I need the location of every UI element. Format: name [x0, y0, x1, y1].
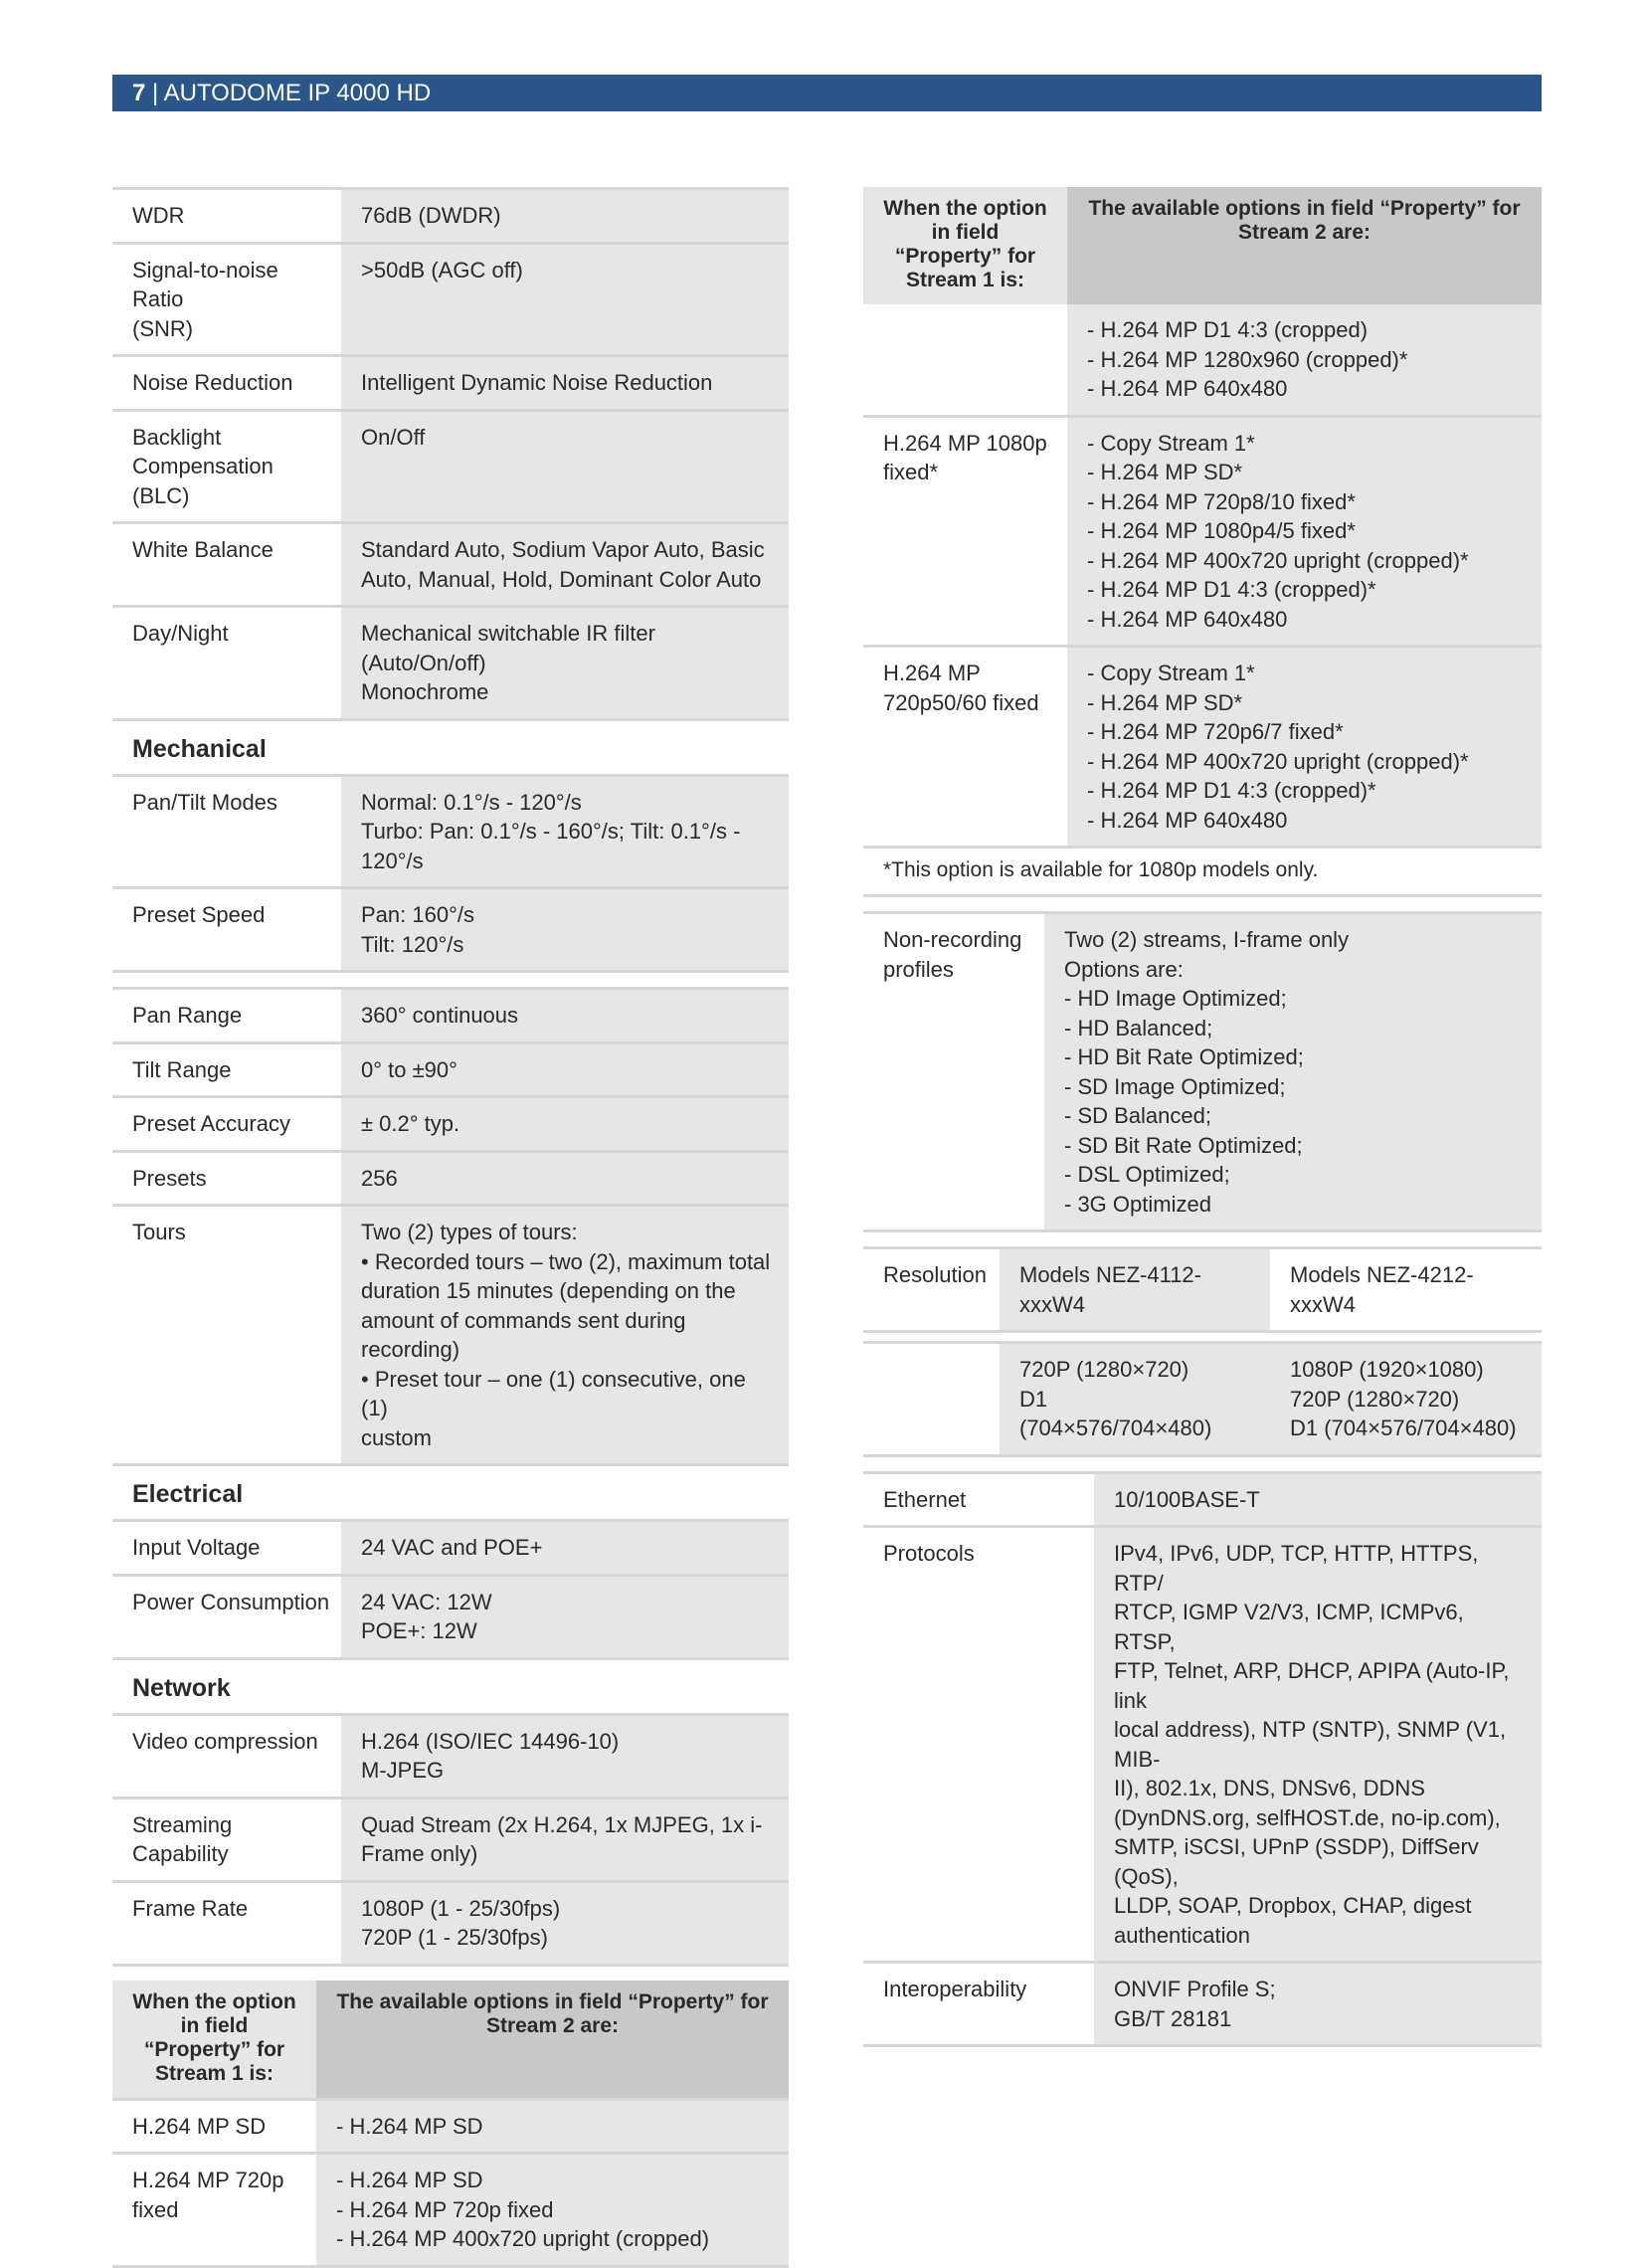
- row-value: - H.264 MP SD - H.264 MP 720p fixed - H.264 MP 400x720 upright (cropped): [316, 2155, 789, 2265]
- row-value: - H.264 MP D1 4:3 (cropped) - H.264 MP 1280x960 (cropped)* - H.264 MP 640x480: [1067, 304, 1542, 415]
- stream-options-table: [863, 304, 1542, 849]
- row-label: Preset Accuracy: [112, 1098, 341, 1150]
- table-row: [112, 990, 789, 1044]
- stream-options-header: [863, 187, 1542, 304]
- row-value: 24 VAC: 12W POE+: 12W: [341, 1577, 789, 1657]
- network-interface-table: [863, 1471, 1542, 2048]
- resolution-header-row: [863, 1249, 1542, 1333]
- table-row: [863, 418, 1542, 649]
- row-label: Signal-to-noise Ratio (SNR): [112, 245, 341, 355]
- row-label: [863, 304, 1067, 415]
- left-column: [112, 187, 789, 2268]
- row-value: - Copy Stream 1* - H.264 MP SD* - H.264 MP 720p6/7 fixed* - H.264 MP 400x720 upright (cropped)* - H.264 MP D1 4:3 (cropped)* - H.264 MP 640x480: [1067, 648, 1542, 846]
- row-value: H.264 (ISO/IEC 14496-10) M-JPEG: [341, 1716, 789, 1796]
- stream-options-table: [112, 2101, 789, 2268]
- table-row: [112, 524, 789, 608]
- model-b-header: Models NEZ-4212-xxxW4: [1270, 1249, 1542, 1330]
- row-value: - H.264 MP SD: [316, 2101, 789, 2153]
- row-value: 360° continuous: [341, 990, 789, 1041]
- table-row: [112, 2155, 789, 2268]
- table-row: [112, 1098, 789, 1153]
- table-row: [112, 1577, 789, 1660]
- row-label: Power Consumption: [112, 1577, 341, 1657]
- spacer: [863, 1232, 1542, 1246]
- right-column: [863, 187, 1542, 2047]
- row-value: Two (2) types of tours: • Recorded tours – two (2), maximum total duration 15 minutes (depending on the amount of commands sent during recording) • Preset tour – one (1) consecutive, one (1) custom: [341, 1207, 789, 1463]
- row-label: Day/Night: [112, 608, 341, 718]
- model-b-resolutions: 1080P (1920×1080) 720P (1280×720) D1 (704×576/704×480): [1270, 1344, 1542, 1454]
- divider: [863, 1333, 1542, 1344]
- row-label: Interoperability: [863, 1964, 1094, 2044]
- stream1-column-header: When the option in field “Property” for Stream 1 is:: [112, 1981, 316, 2098]
- table-row: [863, 304, 1542, 418]
- model-a-resolutions: 720P (1280×720) D1 (704×576/704×480): [1000, 1344, 1270, 1454]
- stream2-column-header: The available options in field “Property” for Stream 2 are:: [1067, 187, 1542, 304]
- table-row: [863, 1964, 1542, 2047]
- row-label: Tilt Range: [112, 1044, 341, 1096]
- row-label: Preset Speed: [112, 889, 341, 970]
- resolution-table: [863, 1246, 1542, 1457]
- row-value: Normal: 0.1°/s - 120°/s Turbo: Pan: 0.1°/s - 160°/s; Tilt: 0.1°/s - 120°/s: [341, 777, 789, 887]
- table-row: [863, 1474, 1542, 1529]
- row-value: >50dB (AGC off): [341, 245, 789, 355]
- stream-options-header: [112, 1981, 789, 2101]
- table-row: [112, 777, 789, 890]
- row-label: White Balance: [112, 524, 341, 605]
- row-label: Backlight Compensation (BLC): [112, 412, 341, 522]
- section-title-network: Network: [112, 1660, 789, 1716]
- electrical-spec-table: [112, 1522, 789, 1660]
- row-label: Non-recording profiles: [863, 914, 1044, 1229]
- resolution-label: Resolution: [863, 1249, 1000, 1330]
- table-row: [863, 648, 1542, 849]
- non-recording-profiles-table: [863, 911, 1542, 1232]
- row-value: IPv4, IPv6, UDP, TCP, HTTP, HTTPS, RTP/ RTCP, IGMP V2/V3, ICMP, ICMPv6, RTSP, FTP, Telnet, ARP, DHCP, APIPA (Auto-IP, link local address), NTP (SNTP), SNMP (V1, MIB- II), 802.1x, DNS, DNSv6, DDNS (DynDNS.org, selfHOST.de, no-ip.com), SMTP, iSCSI, UPnP (SSDP), DiffServ (QoS), LLDP, SOAP, Dropbox, CHAP, digest authentication: [1094, 1528, 1542, 1961]
- row-label: H.264 MP 720p50/60 fixed: [863, 648, 1067, 846]
- row-label: WDR: [112, 190, 341, 242]
- mechanical-spec-table-a: [112, 777, 789, 974]
- stream2-column-header: The available options in field “Property” for Stream 2 are:: [316, 1981, 789, 2098]
- table-row: [112, 190, 789, 245]
- row-value: 256: [341, 1153, 789, 1205]
- row-value: Standard Auto, Sodium Vapor Auto, Basic Auto, Manual, Hold, Dominant Color Auto: [341, 524, 789, 605]
- row-label: H.264 MP SD: [112, 2101, 316, 2153]
- row-label: Tours: [112, 1207, 341, 1463]
- row-label: Protocols: [863, 1528, 1094, 1961]
- row-label: Video compression: [112, 1716, 341, 1796]
- row-value: ± 0.2° typ.: [341, 1098, 789, 1150]
- spacer: [863, 897, 1542, 911]
- table-row: [863, 914, 1542, 1232]
- table-row: [112, 1044, 789, 1099]
- mechanical-spec-table-b: [112, 987, 789, 1466]
- table-row: [112, 357, 789, 412]
- document-title: | AUTODOME IP 4000 HD: [152, 80, 432, 106]
- row-label: Pan/Tilt Modes: [112, 777, 341, 887]
- row-label: H.264 MP 720p fixed: [112, 2155, 316, 2265]
- row-label: Noise Reduction: [112, 357, 341, 409]
- table-row: [112, 2101, 789, 2156]
- row-value: Intelligent Dynamic Noise Reduction: [341, 357, 789, 409]
- row-value: On/Off: [341, 412, 789, 522]
- spacer: [863, 1457, 1542, 1471]
- model-a-header: Models NEZ-4112-xxxW4: [1000, 1249, 1270, 1330]
- page-number: 7: [132, 80, 146, 106]
- table-row: [112, 245, 789, 358]
- row-value: - Copy Stream 1* - H.264 MP SD* - H.264 MP 720p8/10 fixed* - H.264 MP 1080p4/5 fixed* - H.264 MP 400x720 upright (cropped)* - H.264 MP D1 4:3 (cropped)* - H.264 MP 640x480: [1067, 418, 1542, 646]
- row-value: 10/100BASE-T: [1094, 1474, 1542, 1526]
- row-value: 1080P (1 - 25/30fps) 720P (1 - 25/30fps): [341, 1883, 789, 1964]
- table-row: [112, 412, 789, 525]
- row-label: Presets: [112, 1153, 341, 1205]
- video-spec-table: [112, 187, 789, 721]
- resolution-values-row: [863, 1344, 1542, 1457]
- table-row: [112, 1716, 789, 1799]
- spacer: [112, 973, 789, 987]
- table-row: [112, 1883, 789, 1967]
- spacer: [112, 1967, 789, 1981]
- row-value: Pan: 160°/s Tilt: 120°/s: [341, 889, 789, 970]
- row-value: ONVIF Profile S; GB/T 28181: [1094, 1964, 1542, 2044]
- row-value: 76dB (DWDR): [341, 190, 789, 242]
- section-title-mechanical: Mechanical: [112, 721, 789, 777]
- row-value: 24 VAC and POE+: [341, 1522, 789, 1574]
- row-value: Quad Stream (2x H.264, 1x MJPEG, 1x i- Frame only): [341, 1799, 789, 1880]
- resolution-empty-cell: [863, 1344, 1000, 1454]
- network-spec-table: [112, 1716, 789, 1967]
- row-label: H.264 MP 1080p fixed*: [863, 418, 1067, 646]
- table-row: [112, 889, 789, 973]
- table-row: [112, 608, 789, 721]
- footnote: *This option is available for 1080p models only.: [863, 849, 1542, 897]
- row-value: Mechanical switchable IR filter (Auto/On/off) Monochrome: [341, 608, 789, 718]
- row-value: 0° to ±90°: [341, 1044, 789, 1096]
- row-label: Streaming Capability: [112, 1799, 341, 1880]
- row-label: Ethernet: [863, 1474, 1094, 1526]
- table-row: [112, 1153, 789, 1208]
- row-label: Pan Range: [112, 990, 341, 1041]
- table-row: [112, 1799, 789, 1883]
- table-row: [112, 1207, 789, 1466]
- stream1-column-header: When the option in field “Property” for Stream 1 is:: [863, 187, 1067, 304]
- table-row: [112, 1522, 789, 1577]
- row-label: Frame Rate: [112, 1883, 341, 1964]
- row-label: Input Voltage: [112, 1522, 341, 1574]
- table-row: [863, 1528, 1542, 1964]
- section-title-electrical: Electrical: [112, 1466, 789, 1522]
- page-header: [112, 75, 1542, 111]
- row-value: Two (2) streams, I-frame only Options are: - HD Image Optimized; - HD Balanced; - HD Bit Rate Optimized; - SD Image Optimized; - SD Balanced; - SD Bit Rate Optimized; - DSL Optimized; - 3G Optimized: [1044, 914, 1542, 1229]
